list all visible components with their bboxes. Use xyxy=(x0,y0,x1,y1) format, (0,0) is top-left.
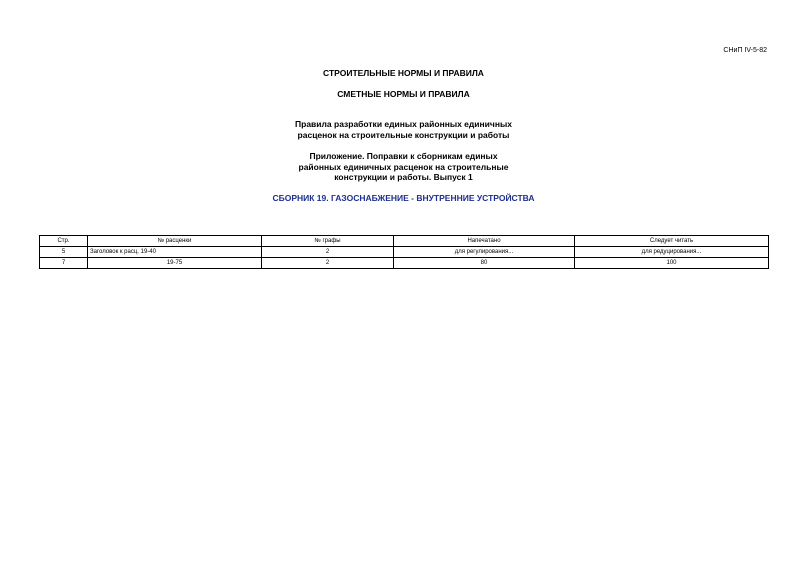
appendix-line: Приложение. Поправки к сборникам единых xyxy=(309,151,498,161)
document-subtitle: СМЕТНЫЕ НОРМЫ И ПРАВИЛА xyxy=(337,89,470,99)
rules-heading xyxy=(0,119,807,140)
rules-line: расценок на строительные конструкции и работы xyxy=(297,129,510,140)
appendix-line: районных единичных расценок на строительные xyxy=(298,161,509,172)
appendix-heading xyxy=(0,151,807,183)
table-header-row xyxy=(40,236,769,247)
cell-column-number: 2 xyxy=(262,247,394,258)
cell-printed: 80 xyxy=(394,258,575,269)
header-rate-number: № расценки xyxy=(88,236,262,247)
cell-printed: для регулирования... xyxy=(394,247,575,258)
cell-page: 5 xyxy=(40,247,88,258)
collection-heading: СБОРНИК 19. ГАЗОСНАБЖЕНИЕ - ВНУТРЕННИЕ УСТРОЙСТВА xyxy=(272,193,535,203)
cell-should-read: 100 xyxy=(575,258,769,269)
corrections-table xyxy=(39,235,769,269)
table-row xyxy=(40,258,769,269)
appendix-line: конструкции и работы. Выпуск 1 xyxy=(334,172,473,182)
header-column-number: № графы xyxy=(262,236,394,247)
header-printed: Напечатано xyxy=(394,236,575,247)
header-page: Стр. xyxy=(40,236,88,247)
table-row xyxy=(40,247,769,258)
document-title: СТРОИТЕЛЬНЫЕ НОРМЫ И ПРАВИЛА xyxy=(323,68,484,78)
cell-rate-number: Заголовок к расц. 19-40 xyxy=(88,247,262,258)
cell-column-number: 2 xyxy=(262,258,394,269)
document-code: СНиП IV-5-82 xyxy=(723,47,767,54)
cell-page: 7 xyxy=(40,258,88,269)
cell-rate-number: 19-75 xyxy=(88,258,262,269)
cell-should-read: для редуцирования... xyxy=(575,247,769,258)
rules-line: Правила разработки единых районных единичных xyxy=(295,119,512,129)
header-should-read: Следует читать xyxy=(575,236,769,247)
